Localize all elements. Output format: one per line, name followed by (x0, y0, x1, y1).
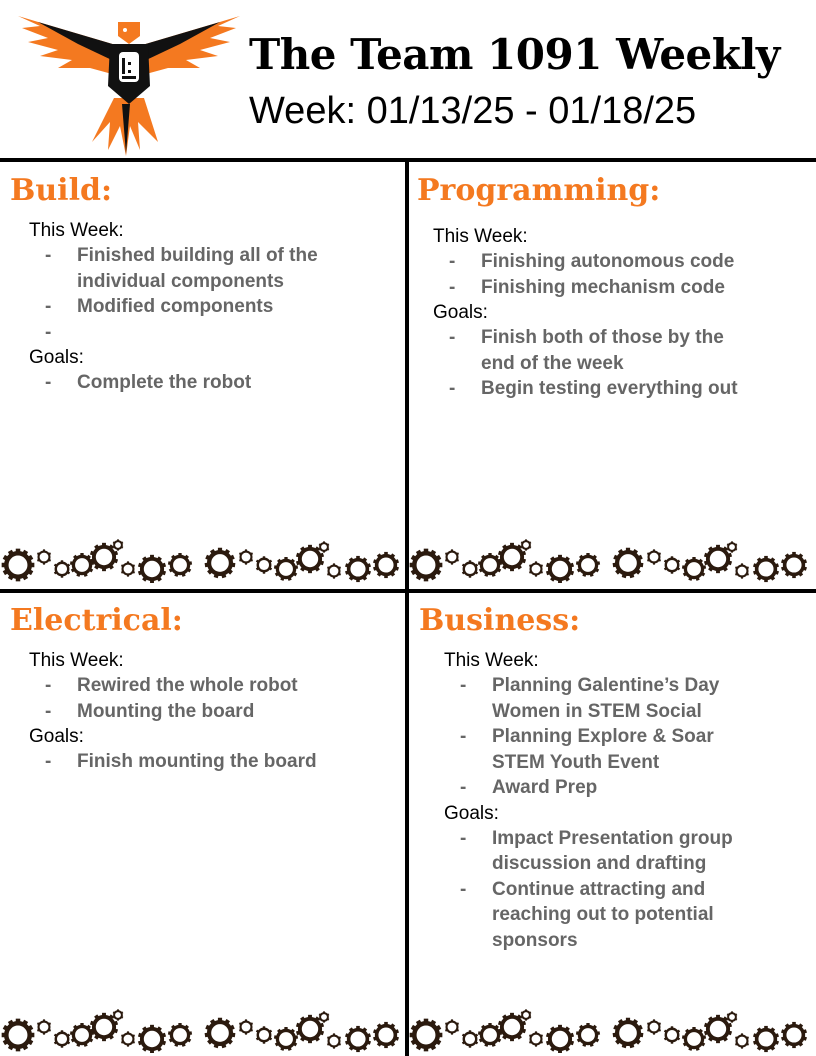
gear-icon (2, 1019, 35, 1052)
gear-icon (478, 553, 502, 577)
list-item: - Award Prep (444, 775, 744, 801)
gear-icon (168, 1023, 192, 1047)
gear-icon (256, 1026, 272, 1043)
list-item: - Begin testing everything out (433, 376, 781, 402)
gear-icon (546, 555, 574, 583)
gear-icon (121, 561, 135, 576)
gear-icon (256, 556, 272, 573)
electrical-this-week-label: This Week: (29, 650, 124, 671)
gear-icon (327, 1033, 341, 1048)
build-this-week-label: This Week: (29, 220, 124, 241)
build-goals-label: Goals: (29, 346, 84, 368)
gear-icon (168, 553, 192, 577)
gear-border-icon (0, 1005, 816, 1053)
programming-this-week-list (433, 249, 773, 300)
gear-icon (647, 549, 661, 564)
gear-icon (445, 1019, 459, 1034)
gear-icon (753, 556, 779, 582)
gear-icon (613, 1018, 644, 1048)
business-goals-label: Goals: (444, 802, 499, 824)
list-item: - Finishing autonomous code (433, 249, 773, 275)
gear-icon (529, 561, 543, 576)
gear-icon (410, 1019, 443, 1052)
gear-icon (576, 553, 600, 577)
build-this-week-list (29, 243, 359, 345)
gear-icon (205, 548, 236, 578)
gear-icon (682, 557, 706, 581)
gear-icon (735, 1033, 749, 1048)
gear-icon (373, 1022, 399, 1048)
business-this-week-label: This Week: (444, 650, 539, 671)
gear-icon (753, 1026, 779, 1052)
phoenix-logo-icon (18, 14, 240, 156)
list-item: - Finished building all of the individual components (29, 243, 359, 294)
gear-border-icon (0, 535, 816, 583)
programming-section (417, 173, 816, 402)
electrical-goals-list (29, 749, 410, 775)
build-title: Build: (10, 173, 113, 208)
business-title: Business: (419, 603, 581, 638)
gear-icon (727, 541, 738, 552)
gear-icon (274, 1027, 298, 1051)
gear-icon (727, 1011, 738, 1022)
gear-icon (345, 556, 371, 582)
gear-icon (138, 1025, 166, 1053)
gear-icon (327, 563, 341, 578)
gear-icon (445, 549, 459, 564)
list-item (29, 320, 359, 345)
list-item: - Mounting the board (29, 699, 410, 725)
business-section (419, 603, 816, 953)
gear-icon (54, 1030, 70, 1047)
list-item: - Complete the robot (29, 370, 410, 396)
gear-icon (345, 1026, 371, 1052)
gear-icon (462, 1030, 478, 1047)
gear-icon (239, 1019, 253, 1034)
gear-icon (70, 553, 94, 577)
list-item: - Finish both of those by the end of the week (433, 325, 743, 376)
gear-icon (121, 1031, 135, 1046)
gear-icon (664, 556, 680, 573)
gear-icon (239, 549, 253, 564)
programming-this-week-label: This Week: (433, 226, 528, 247)
gear-icon (113, 539, 124, 550)
gear-icon (2, 549, 35, 582)
gear-icon (647, 1019, 661, 1034)
programming-title: Programming: (417, 173, 661, 208)
list-item: - Planning Explore & Soar STEM Youth Event (444, 724, 744, 775)
gear-icon (478, 1023, 502, 1047)
list-item: - Continue attracting and reaching out to potential sponsors (444, 877, 762, 954)
gear-icon (70, 1023, 94, 1047)
gear-icon (205, 1018, 236, 1048)
gear-icon (274, 557, 298, 581)
gear-icon (521, 1009, 532, 1020)
gear-icon (373, 552, 399, 578)
gear-icon (113, 1009, 124, 1020)
business-goals-list (444, 826, 764, 954)
electrical-section (10, 603, 410, 775)
gear-icon (319, 1011, 330, 1022)
build-goals-list (29, 370, 410, 396)
gear-icon (37, 549, 51, 564)
list-item: - Finishing mechanism code (433, 275, 773, 301)
gear-icon (735, 563, 749, 578)
gear-icon (682, 1027, 706, 1051)
newsletter-title: The Team 1091 Weekly (249, 30, 780, 79)
list-item: - Finish mounting the board (29, 749, 410, 775)
gear-icon (576, 1023, 600, 1047)
gear-icon (613, 548, 644, 578)
gear-icon (546, 1025, 574, 1053)
gear-icon (664, 1026, 680, 1043)
gear-icon (462, 560, 478, 577)
electrical-goals-label: Goals: (29, 726, 84, 747)
gear-icon (319, 541, 330, 552)
list-item: - Rewired the whole robot (29, 673, 410, 699)
gear-icon (410, 549, 443, 582)
gear-icon (529, 1031, 543, 1046)
build-section (10, 173, 410, 395)
list-item: - Impact Presentation group discussion and drafting (444, 826, 764, 877)
business-this-week-list (444, 673, 744, 801)
gear-icon (781, 1022, 807, 1048)
week-range: Week: 01/13/25 - 01/18/25 (249, 90, 697, 132)
electrical-this-week-list (29, 673, 410, 724)
programming-goals-label: Goals: (433, 302, 488, 323)
programming-goals-list (433, 325, 743, 402)
gear-icon (138, 555, 166, 583)
gear-icon (781, 552, 807, 578)
header (0, 0, 816, 160)
list-item: - Planning Galentine’s Day Women in STEM Social (444, 673, 744, 724)
electrical-title: Electrical: (10, 603, 183, 638)
list-item: - Modified components (29, 294, 359, 320)
gear-icon (54, 560, 70, 577)
gear-icon (521, 539, 532, 550)
gear-icon (37, 1019, 51, 1034)
